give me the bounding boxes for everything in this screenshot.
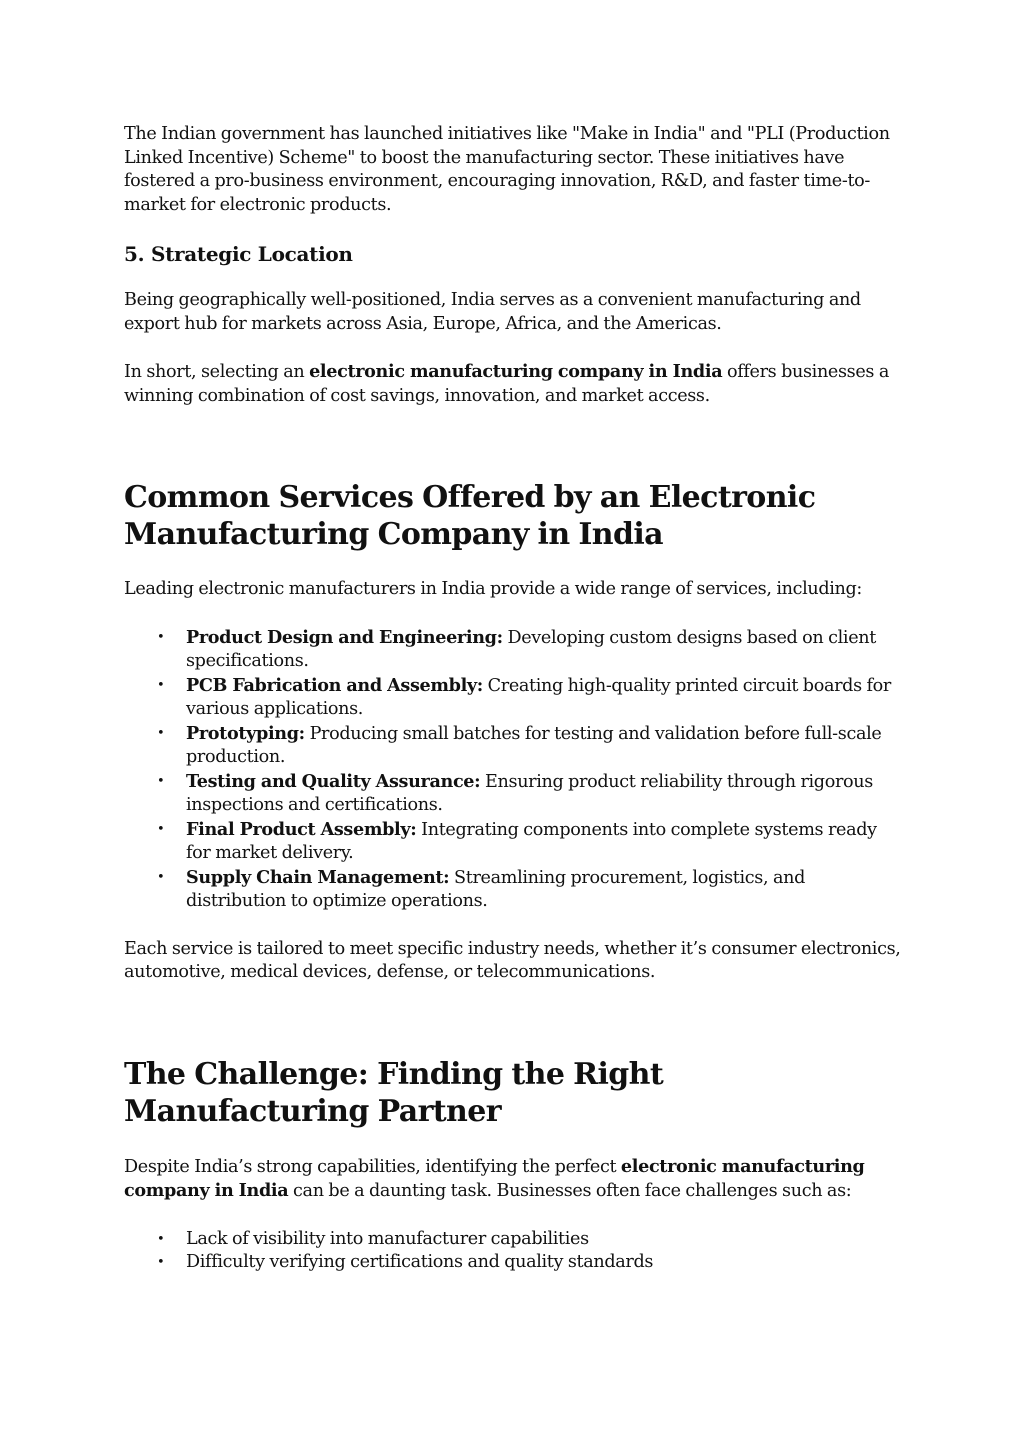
challenge-text: Difficulty verifying certifications and quality standards xyxy=(186,1252,654,1272)
services-list xyxy=(124,626,904,914)
service-desc: Integrating components into complete systems ready for market delivery. xyxy=(186,819,877,863)
service-term: Final Product Assembly: xyxy=(186,818,417,840)
service-desc: Developing custom designs based on client specifications. xyxy=(186,627,876,671)
intro-paragraph: The Indian government has launched initiatives like "Make in India" and "PLI (Production Linked Incentive) Scheme" to boost the manufacturing sector. These initiatives have fostered a pro-business environment, encouraging innovation, R&D, and faster time-to-market for electronic products. xyxy=(124,124,890,215)
list-item xyxy=(124,1251,904,1275)
service-desc: Streamlining procurement, logistics, and distribution to optimize operations. xyxy=(186,867,806,911)
bullet-icon: • xyxy=(157,629,165,645)
challenge-heading: The Challenge: Finding the Right Manufacturing Partner xyxy=(124,1056,664,1129)
list-item xyxy=(124,626,904,674)
service-desc: Producing small batches for testing and validation before full-scale production. xyxy=(186,723,882,767)
challenge-intro xyxy=(124,1155,904,1204)
service-desc: Ensuring product reliability through rigorous inspections and certifications. xyxy=(186,771,873,815)
summary-bold-keyword: electronic manufacturing company in India xyxy=(309,361,723,382)
services-outro: Each service is tailored to meet specific industry needs, whether it’s consumer electronics, automotive, medical devices, defense, or telecommunications. xyxy=(124,938,901,982)
bullet-icon: • xyxy=(157,773,165,789)
list-item xyxy=(124,722,904,770)
services-heading: Common Services Offered by an Electronic Manufacturing Company in India xyxy=(124,480,816,552)
service-term: Testing and Quality Assurance: xyxy=(186,770,481,792)
challenges-list xyxy=(124,1228,904,1275)
list-item xyxy=(124,674,904,722)
challenge-bold-keyword: electronic manufacturing company in India xyxy=(124,1155,865,1201)
summary-prefix: In short, selecting an xyxy=(124,362,310,382)
document-page xyxy=(124,123,904,1275)
list-item xyxy=(124,818,904,866)
service-term: Supply Chain Management: xyxy=(186,866,450,888)
challenge-intro-prefix: Despite India’s strong capabilities, identifying the perfect xyxy=(124,1156,621,1177)
strategic-location-paragraph: Being geographically well-positioned, India serves as a convenient manufacturing and export hub for markets across Asia, Europe, Africa, and the Americas. xyxy=(124,290,861,334)
challenge-text: Lack of visibility into manufacturer capabilities xyxy=(186,1228,589,1249)
summary-suffix: offers businesses a winning combination of cost savings, innovation, and market access. xyxy=(124,362,889,406)
bullet-icon: • xyxy=(157,1255,165,1270)
list-item xyxy=(124,770,904,818)
bullet-icon: • xyxy=(157,821,165,837)
service-term: Prototyping: xyxy=(186,722,305,744)
bullet-icon: • xyxy=(157,869,165,885)
service-desc: Creating high-quality printed circuit boards for various applications. xyxy=(186,675,891,719)
services-intro: Leading electronic manufacturers in India provide a wide range of services, including: xyxy=(124,579,862,599)
challenge-intro-suffix: can be a daunting task. Businesses often face challenges such as: xyxy=(288,1181,852,1201)
summary-paragraph xyxy=(124,360,904,408)
service-term: Product Design and Engineering: xyxy=(186,626,503,648)
list-item xyxy=(124,1228,904,1252)
strategic-location-heading: 5. Strategic Location xyxy=(124,242,353,266)
bullet-icon: • xyxy=(157,1231,165,1247)
bullet-icon: • xyxy=(157,677,165,693)
bullet-icon: • xyxy=(157,725,165,741)
service-term: PCB Fabrication and Assembly: xyxy=(186,674,483,696)
list-item xyxy=(124,866,904,914)
